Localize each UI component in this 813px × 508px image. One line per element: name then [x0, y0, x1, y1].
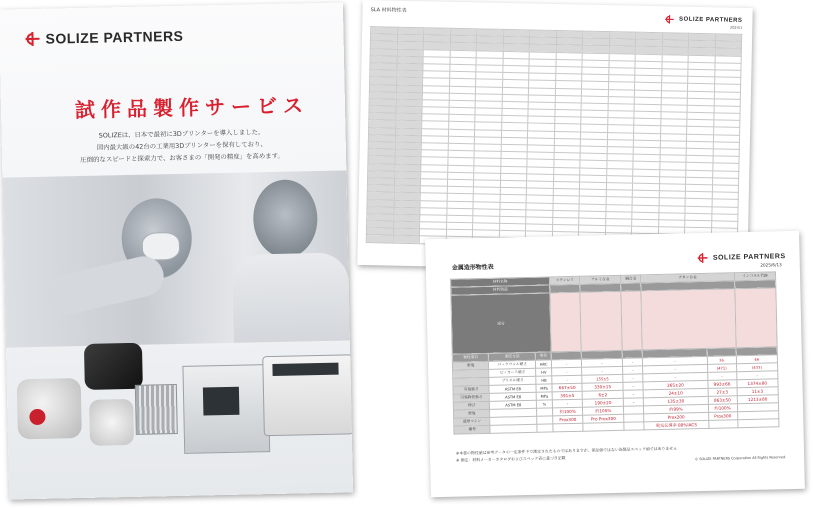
table-cell: - [552, 399, 583, 408]
table-cell: ビッカース硬さ [489, 368, 536, 377]
table-cell: 約100% [708, 404, 737, 413]
table-cell: 約100% [552, 407, 583, 416]
logo-mark-icon [665, 15, 674, 24]
material-cell: アルミ合金 [580, 275, 621, 284]
table-cell: ロックウェル硬さ [489, 360, 536, 369]
table-cell: 190±20 [583, 398, 624, 407]
table-cell: 863±50 [708, 396, 737, 405]
table-cell: 11±3 [737, 387, 779, 396]
table-cell: ASTM E8 [490, 392, 537, 401]
table-cell: Prox300 [708, 412, 737, 421]
copyright-footer: © SOLIZE PARTNERS Corporation All Rights Reserved. [694, 455, 787, 462]
header-cell: 単位 [536, 352, 552, 360]
table-cell: % [537, 400, 553, 408]
composition-cell [734, 288, 777, 348]
table-cell: 155±5 [582, 374, 623, 383]
header-cell: 物性項目 [452, 353, 489, 362]
table-note: ※本書の物性値は参考データの一定条件下で測定されたものではありますが、保証値ではない為製品スペック値ではありません [455, 445, 678, 456]
table-cell [537, 424, 553, 432]
header-cell: 材料製造 [451, 285, 550, 295]
black-manifold-part [84, 343, 143, 390]
table-cell: - [582, 358, 623, 367]
table-cell: - [736, 371, 778, 380]
table-cell: - [643, 356, 707, 365]
table-cell: 667±50 [552, 383, 583, 392]
brochure-title: 試作品製作サービス [74, 93, 310, 123]
logo-text: SOLIZE PARTNERS [679, 16, 743, 24]
header-cell: 測定方法 [489, 352, 536, 361]
table-cell: - [582, 366, 623, 375]
metal-table [450, 271, 779, 434]
material-cell: 銅合金 [620, 275, 641, 283]
composition-cell [550, 292, 582, 352]
table-cell: 伸び [453, 401, 490, 410]
table-cell: MPa [536, 384, 552, 392]
table-cell: - [551, 359, 582, 368]
sheet-title: 金属造形物性表 [451, 263, 494, 272]
table-cell: (433) [736, 363, 778, 372]
engineer-smiling [253, 179, 319, 258]
sheet-date: 2025/6/13 [760, 262, 782, 268]
header-cell: 成分 [451, 293, 551, 354]
engine-part-model [17, 378, 82, 439]
table-cell: 135±30 [644, 396, 708, 405]
table-row [451, 288, 777, 354]
table-cell: 約100% [583, 406, 624, 415]
table-cell: - [643, 364, 707, 373]
table-cell [366, 235, 393, 243]
table-cell: HRC [536, 360, 552, 368]
table-cell: HV [536, 368, 552, 376]
header-cell: 材料名称 [451, 277, 550, 287]
table-cell: - [623, 398, 644, 406]
logo-text: SOLIZE PARTNERS [712, 252, 786, 262]
table-cell: Prox200 [644, 412, 708, 421]
table-cell: 330±15 [582, 382, 623, 391]
printer-window [203, 387, 240, 416]
table-cell: ASTM E8 [489, 384, 536, 393]
solize-logo [25, 28, 183, 47]
table-cell: - [643, 372, 707, 381]
table-cell: - [623, 366, 644, 374]
material-cell: ステンレス [549, 276, 580, 285]
printer-display [272, 363, 338, 376]
composition-cell [641, 289, 736, 350]
intro-line: SOLIZEは、日本で最初に3Dプリンターを導入しました。 [98, 128, 265, 140]
intro-line: 国内最大級の42台の工業用3Dプリンターを保有しており、 [96, 140, 267, 152]
table-cell: 391±5 [552, 391, 583, 400]
logo-text: SOLIZE PARTNERS [45, 27, 184, 47]
table-cell: - [707, 372, 736, 381]
table-cell: HB [536, 376, 552, 384]
brochure-cover [0, 2, 353, 499]
table-cell: 密度 [454, 409, 491, 418]
table-cell: 36 [707, 356, 736, 365]
table-cell: - [552, 375, 583, 384]
material-cell: インコネル718 [734, 272, 776, 281]
table-cell: 24±10 [643, 388, 707, 397]
table-note: ※ 測定：材料メーカーカタログおよびスペック表に基づき記載 [456, 455, 566, 463]
table-cell [490, 424, 537, 433]
table-cell: ASTM E8 [490, 400, 537, 409]
composition-cell [580, 291, 622, 351]
table-cell: ブリネル硬さ [489, 376, 536, 385]
logo-mark-icon [25, 32, 39, 46]
table-cell: 46 [736, 355, 778, 364]
table-cell: 電気伝導率 88%IACS [644, 420, 708, 429]
table-cell: 6±2 [582, 390, 623, 399]
worker-arm [42, 252, 168, 318]
table-cell: 造形マシン [454, 417, 491, 426]
table-cell: 引張降伏強さ [453, 393, 490, 402]
table-cell [624, 422, 645, 430]
table-cell: - [623, 390, 644, 398]
table-cell: 引張強さ [453, 385, 490, 394]
table-cell: - [623, 382, 644, 390]
table-cell: - [551, 367, 582, 376]
table-cell: Pro Prox300 [583, 414, 624, 423]
work-uniform [232, 252, 350, 342]
table-cell: 1374±80 [736, 379, 778, 388]
metal-heat-sink [135, 384, 178, 435]
table-cell [583, 422, 624, 431]
table-cell: (471) [707, 364, 736, 373]
sheet-date: 2024/1 [729, 25, 743, 30]
metal-property-sheet [425, 231, 805, 497]
table-cell [737, 419, 779, 428]
material-table [366, 26, 742, 250]
table-cell: - [623, 374, 644, 382]
table-cell: 備考 [454, 425, 491, 434]
table-cell: Prox300 [553, 415, 584, 424]
table-cell: - [622, 358, 643, 366]
table-cell: 993±66 [707, 380, 736, 389]
table-cell [708, 420, 737, 429]
table-cell: 約99% [644, 404, 708, 413]
composition-cell [621, 291, 643, 350]
white-component [89, 399, 134, 446]
material-property-sheet [357, 0, 752, 273]
table-cell: 27±3 [708, 388, 737, 397]
table-cell [553, 423, 584, 432]
material-cell: チタン合金 [641, 273, 734, 283]
table-cell: 265±20 [643, 380, 707, 389]
table-cell [393, 236, 420, 244]
logo-mark-icon [698, 253, 708, 263]
table-cell: 1213±80 [737, 395, 779, 404]
table-cell: 密度 [452, 361, 489, 370]
intro-line: 圧倒的なスピードと探索力で、お客さまの「開発の精度」を高めます。 [80, 151, 284, 164]
engineers-photo [2, 170, 349, 347]
table-cell: MPa [536, 392, 552, 400]
sheet-heading: SLA 材料物性表 [370, 7, 407, 14]
brochure-intro [61, 125, 302, 166]
